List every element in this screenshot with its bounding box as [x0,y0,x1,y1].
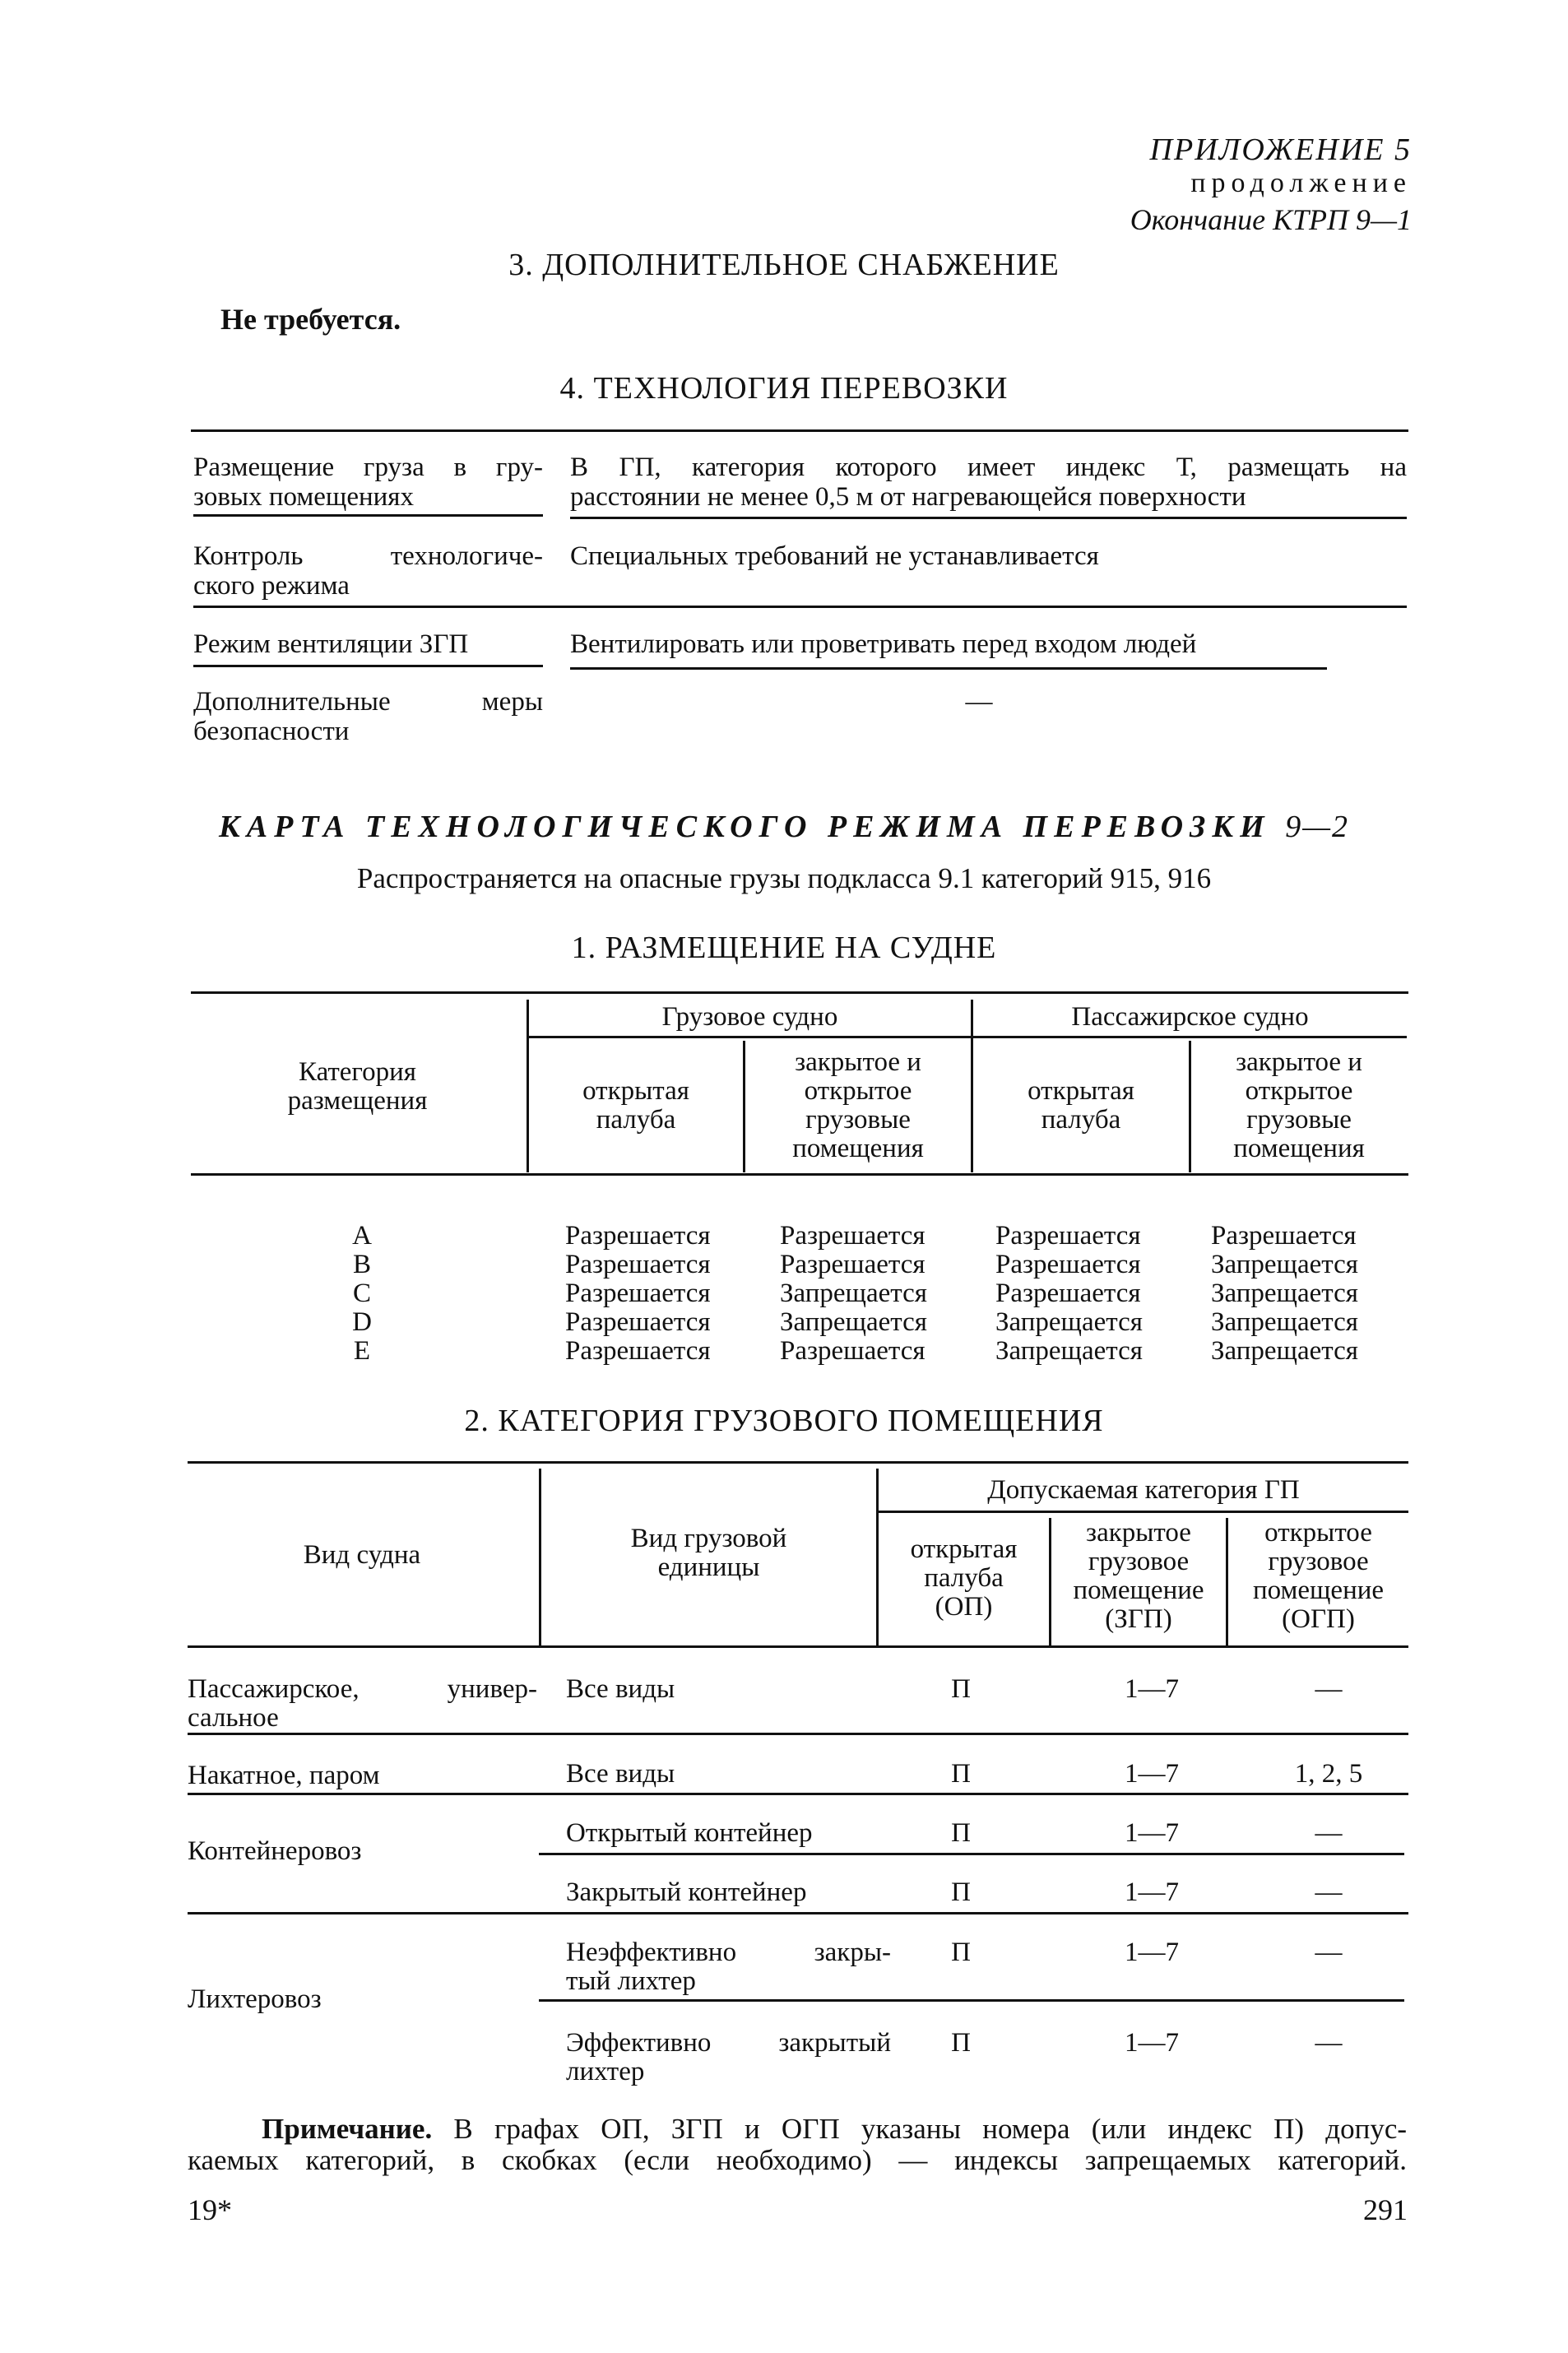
tech-row-value: расстоянии не менее 0,5 м от нагревающейся поверхности [570,482,1246,512]
row-rule [193,665,543,667]
tech-row-value: — [965,687,993,717]
col-category: Категория [299,1057,416,1087]
unit-type: Неэффективно закры- [566,1938,891,1967]
card-title [0,809,1568,845]
col-op: (ОП) [935,1592,993,1622]
card-number: 9—2 [1285,810,1349,844]
ship-type: сальное [188,1703,279,1733]
row-value: Разрешается [565,1221,711,1251]
card-title-text: КАРТА ТЕХНОЛОГИЧЕСКОГО РЕЖИМА ПЕРЕВОЗКИ [219,810,1271,844]
row-value: Запрещается [1211,1336,1358,1366]
col-closed-holds: помещения [1233,1134,1365,1163]
col-passenger-ship: Пассажирское судно [1071,1002,1309,1032]
unit-type: Все виды [566,1759,675,1789]
col-closed-holds: грузовые [805,1105,911,1135]
value-ogp: — [1315,2028,1343,2058]
section3-text: Не требуется. [220,303,401,336]
row-category: A [352,1221,372,1251]
col-closed-holds: открытое [804,1076,912,1106]
divider [879,1511,1408,1513]
card-scope: Распространяется на опасные грузы подкласса 9.1 категорий 915, 916 [356,862,1212,894]
row-rule [193,606,1407,608]
col-zgp: грузовое [1088,1547,1190,1576]
col-closed-holds: помещения [792,1134,924,1163]
row-value: Разрешается [565,1307,711,1337]
row-rule [570,517,1407,519]
col-op: палуба [924,1563,1004,1593]
value-zgp: 1—7 [1125,1938,1179,1967]
col-closed-holds: открытое [1245,1076,1353,1106]
col-ogp: открытое [1264,1518,1372,1548]
row-rule [539,1999,1404,2002]
row-rule [188,1733,1408,1735]
row-category: E [353,1336,371,1366]
placement-header-rule [191,1173,1408,1176]
ship-type: Контейнеровоз [188,1836,362,1866]
value-ogp: — [1315,1818,1343,1848]
col-allowed-category: Допускаемая категория ГП [987,1475,1300,1505]
row-value: Разрешается [780,1221,925,1251]
section4-title: 4. ТЕХНОЛОГИЯ ПЕРЕВОЗКИ [559,371,1009,406]
row-value: Запрещается [1211,1250,1358,1279]
row-value: Разрешается [565,1336,711,1366]
col-zgp: закрытое [1086,1518,1191,1548]
col-zgp: помещение [1073,1576,1204,1605]
divider [529,1036,971,1038]
tech-row-value: Специальных требований не устанавливается [570,541,1099,571]
section4-top-rule [191,429,1408,432]
tech-row-label: Дополнительные меры [193,687,543,717]
value-zgp: 1—7 [1125,1759,1179,1789]
value-zgp: 1—7 [1125,1877,1179,1907]
hold-header-rule [188,1645,1408,1648]
col-ogp: грузовое [1268,1547,1369,1576]
value-op: П [951,1938,971,1967]
unit-type: лихтер [566,2057,645,2086]
value-op: П [951,2028,971,2058]
unit-type: Закрытый контейнер [566,1877,807,1907]
note-text: каемых категорий, в скобках (если необходимо) — индексы запрещаемых категорий. [188,2144,1407,2176]
value-ogp: — [1315,1674,1343,1704]
value-op: П [951,1759,971,1789]
row-rule [188,1912,1408,1914]
page-number: 291 [1363,2193,1408,2226]
placement-top-rule [191,991,1408,994]
row-category: D [352,1307,372,1337]
row-value: Разрешается [1211,1221,1357,1251]
value-ogp: — [1315,1938,1343,1967]
row-value: Запрещается [780,1279,927,1308]
tech-row-label: Размещение груза в гру- [193,452,543,482]
col-ogp: (ОГП) [1282,1604,1355,1634]
row-rule [193,514,543,517]
row-category: B [352,1250,371,1279]
value-zgp: 1—7 [1125,2028,1179,2058]
col-closed-holds: закрытое и [795,1047,921,1077]
col-closed-holds: закрытое и [1236,1047,1362,1077]
hold-title: 2. КАТЕГОРИЯ ГРУЗОВОГО ПОМЕЩЕНИЯ [464,1404,1104,1438]
value-zgp: 1—7 [1125,1818,1179,1848]
tech-row-label: Контроль технологиче- [193,541,543,571]
note-label: Примечание. [262,2113,433,2145]
col-cargo-ship: Грузовое судно [661,1002,838,1032]
row-value: Разрешается [565,1279,711,1308]
note-line [262,2114,1407,2144]
unit-type: тый лихтер [566,1966,696,1996]
row-value: Разрешается [780,1336,925,1366]
col-ship-type: Вид судна [303,1540,421,1570]
row-category: C [352,1279,371,1308]
row-value: Разрешается [995,1221,1141,1251]
value-ogp: — [1315,1877,1343,1907]
value-ogp: 1, 2, 5 [1294,1759,1363,1789]
row-value: Разрешается [995,1250,1141,1279]
ship-type: Накатное, паром [188,1761,380,1790]
row-rule [188,1793,1408,1795]
appendix-title: ПРИЛОЖЕНИЕ 5 [1149,132,1412,167]
value-zgp: 1—7 [1125,1674,1179,1704]
tech-row-value: Вентилировать или проветривать перед входом людей [570,629,1197,659]
value-op: П [951,1877,971,1907]
unit-type: Эффективно закрытый [566,2028,891,2058]
tech-row-value: В ГП, категория которого имеет индекс Т, размещать на [570,452,1407,482]
row-value: Разрешается [780,1250,925,1279]
unit-type: Открытый контейнер [566,1818,813,1848]
note-text: В графах ОП, ЗГП и ОГП указаны номера (или индекс П) допус- [453,2113,1408,2145]
value-op: П [951,1818,971,1848]
col-category: размещения [287,1086,428,1116]
placement-title: 1. РАЗМЕЩЕНИЕ НА СУДНЕ [571,931,997,965]
col-open-deck: открытая [582,1076,689,1106]
row-value: Запрещается [995,1336,1143,1366]
ship-type: Пассажирское, универ- [188,1674,537,1704]
row-rule [539,1853,1404,1855]
card-ending-label: Окончание КТРП 9—1 [1130,203,1412,236]
col-op: открытая [910,1534,1018,1564]
col-open-deck: открытая [1028,1076,1134,1106]
col-unit-type: Вид грузовой [630,1524,787,1553]
ship-type: Лихтеровоз [188,1984,322,2014]
divider [973,1036,1407,1038]
col-open-deck: палуба [1041,1105,1121,1135]
col-closed-holds: грузовые [1246,1105,1352,1135]
row-value: Разрешается [565,1250,711,1279]
section3-title: 3. ДОПОЛНИТЕЛЬНОЕ СНАБЖЕНИЕ [508,248,1060,282]
row-value: Запрещается [780,1307,927,1337]
unit-type: Все виды [566,1674,675,1704]
tech-row-label: Режим вентиляции ЗГП [193,629,469,659]
tech-row-label: ского режима [193,571,350,601]
col-open-deck: палуба [596,1105,676,1135]
row-value: Разрешается [995,1279,1141,1308]
col-ogp: помещение [1252,1576,1385,1605]
row-value: Запрещается [1211,1307,1358,1337]
col-unit-type: единицы [657,1552,760,1582]
value-op: П [951,1674,971,1704]
row-value: Запрещается [995,1307,1143,1337]
continuation-label: продолжение [1190,168,1412,198]
col-zgp: (ЗГП) [1105,1604,1172,1634]
row-rule [570,667,1327,670]
row-value: Запрещается [1211,1279,1358,1308]
hold-top-rule [188,1461,1408,1464]
tech-row-label: зовых помещениях [193,482,414,512]
signature-mark: 19* [188,2193,232,2226]
tech-row-label: безопасности [193,717,350,746]
